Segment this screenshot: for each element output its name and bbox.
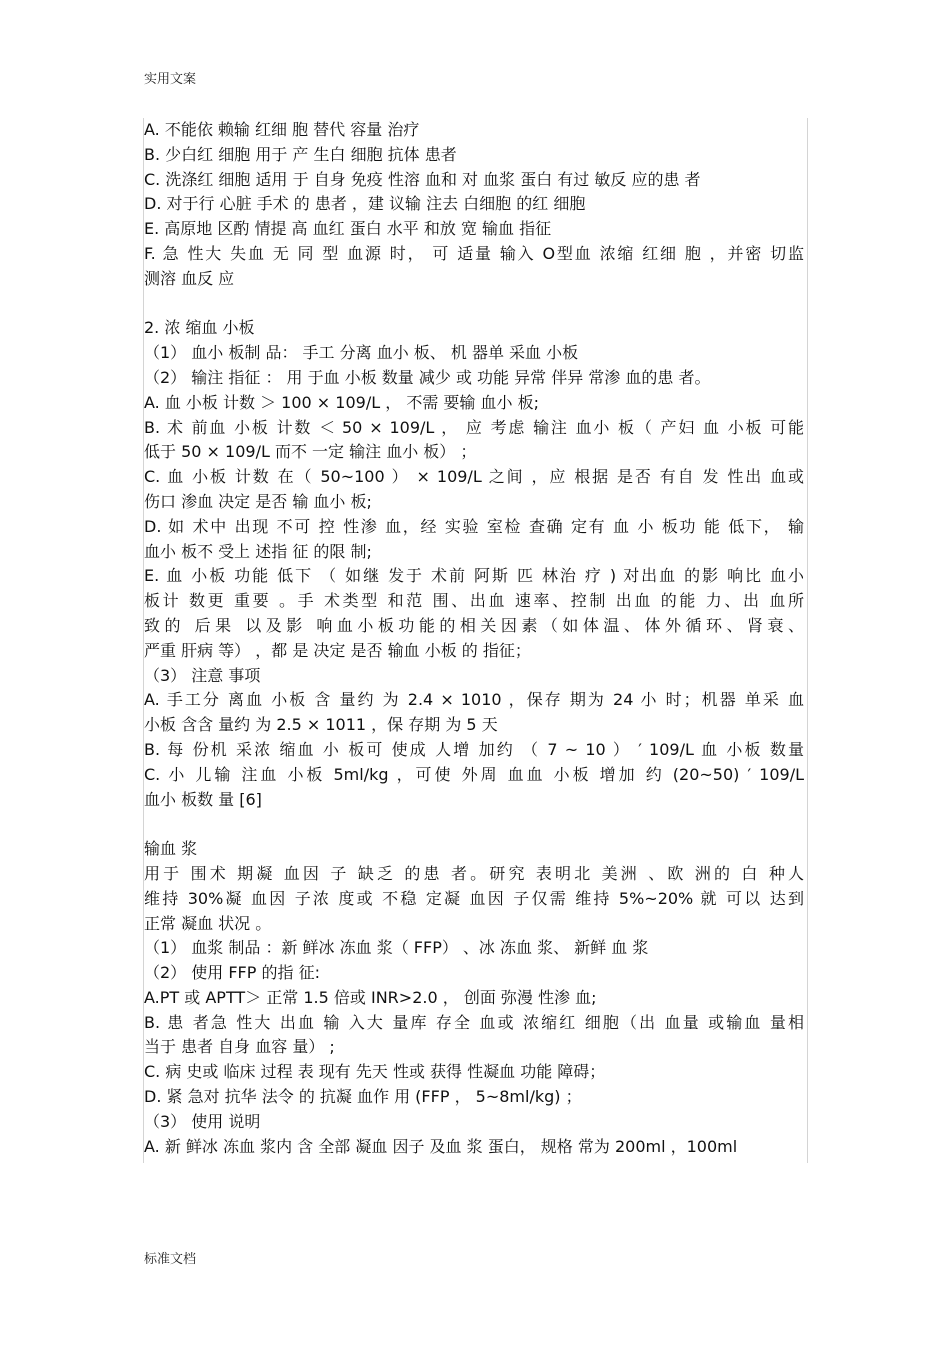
blank-line [144,812,804,837]
text-line: E. 高原地 区酌 情提 高 血红 蛋白 水平 和放 宽 输血 指征 [144,219,552,239]
text-line: A. 血 小板 计数 ＞ 100 × 109/L ， 不需 要输 血小 板; [144,392,539,412]
text-line: 正常 凝血 状况 。 [144,913,272,933]
text-line: C. 小 儿输 注血 小板 5ml/kg ，可使 外周 血血 小板 增加 约 (20~50) ′ 109/L [144,764,804,784]
text-line: 严重 肝病 等） ，都 是 决定 是否 输血 小板 的 指征； [144,640,531,660]
text-line: 低于 50 × 109/L 而不 一定 输注 血小 板） ； [144,442,477,462]
text-line: 用于 围术 期凝 血因 子 缺乏 的患 者。研究 表明北 美洲 、欧 洲的 白 种人 [144,863,804,883]
text-line: D. 如 术中 出现 不可 控 性渗 血，经 实验 室检 查确 定有 血 小 板功 能 低下， 输 [144,516,804,536]
text-line: 伤口 渗血 决定 是否 输 血小 板; [144,491,372,511]
text-line: （1） 血小 板制 品： 手工 分离 血小 板、 机 器单 采血 小板 [144,343,579,363]
text-line: B. 患 者急 性大 出血 输 入大 量库 存全 血或 浓缩红 细胞（出 血量 或输血 量相 [144,1012,804,1032]
text-line: A. 手工分 离血 小板 含 量约 为 2.4 × 1010 ，保存 期为 24 小 时；机器 单采 血 [144,690,804,710]
text-line: （2） 输注 指征 ： 用 于血 小板 数量 减少 或 功能 异常 伴异 常渗 血的患 者。 [144,367,711,387]
text-line: 当于 患者 自身 血容 量） ; [144,1037,335,1057]
text-line: A.PT 或 APTT＞ 正常 1.5 倍或 INR>2.0 ， 创面 弥漫 性渗 血; [144,987,597,1007]
text-line: （1） 血浆 制品 ：新 鲜冰 冻血 浆（ FFP） 、冰 冻血 浆、 新鲜 血 浆 [144,938,649,958]
text-line: A. 新 鲜冰 冻血 浆内 含 全部 凝血 因子 及血 浆 蛋白， 规格 常为 200ml ，100ml [144,1136,738,1156]
text-line: F. 急 性大 失血 无 同 型 血源 时， 可 适量 输入 O型血 浓缩 红细 胞 ，并密 切监 [144,243,804,263]
text-line: C. 洗涤红 细胞 适用 于 自身 免疫 性溶 血和 对 血浆 蛋白 有过 敏反 应的患 者 [144,169,701,189]
text-line: B. 每 份机 采浓 缩血 小 板可 使成 人增 加约 （ 7 ~ 10 ） ′ 109/L 血 小板 数量 [144,739,804,759]
text-line: A. 不能依 赖输 红细 胞 替代 容量 治疗 [144,120,420,139]
text-line: C. 血 小板 计数 在（ 50~100 ） × 109/L 之间 ，应 根据 是否 有自 发 性出 血或 [144,467,804,487]
text-line: （3） 使用 说明 [144,1111,261,1131]
text-line: （2） 使用 FFP 的指 征: [144,963,320,983]
text-line: 测溶 血反 应 [144,268,235,288]
text-line: D. 紧 急对 抗华 法令 的 抗凝 血作 用 (FFP ， 5~8ml/kg) ； [144,1087,582,1107]
text-line: B. 术 前血 小板 计数 ＜ 50 × 109/L ， 应 考虑 输注 血小 板（ 产妇 血 小板 可能 [144,417,804,437]
text-line: （3） 注意 事项 [144,665,261,685]
page-header: 实用文案 [144,72,197,87]
text-line: E. 血 小板 功能 低下 （ 如继 发于 术前 阿斯 匹 林治 疗 ) 对出血 的影 响比 血小 [144,566,804,586]
text-line: 维持 30%凝 血因 子浓 度或 不稳 定凝 血因 子仅需 维持 5%~20% 就 可以 达到 [144,888,804,908]
text-line: B. 少白红 细胞 用于 产 生白 细胞 抗体 患者 [144,144,457,164]
text-line: 输血 浆 [144,839,198,859]
text-line: 板计 数更 重要 。手 术类型 和范 围、出血 速率、控制 出血 的能 力、出 血所 [144,591,804,611]
text-line: 致的 后果 以及影 响血小板功能的相关因素（如体温、体外循环、肾衰、 [144,615,804,635]
text-line: D. 对于行 心脏 手术 的 患者 ，建 议输 注去 白细胞 的红 细胞 [144,194,586,214]
document-body [144,118,804,1159]
text-line: 血小 板数 量 [6] [144,789,262,809]
page-footer: 标准文档 [144,1252,197,1267]
text-line: 小板 含含 量约 为 2.5 × 1011 ，保 存期 为 5 天 [144,715,498,735]
text-line: 血小 板不 受上 述指 征 的限 制; [144,541,372,561]
text-line: 2. 浓 缩血 小板 [144,318,255,338]
blank-line [144,292,804,317]
text-line: C. 病 史或 临床 过程 表 现有 先天 性或 获得 性凝血 功能 障碍； [144,1062,606,1082]
